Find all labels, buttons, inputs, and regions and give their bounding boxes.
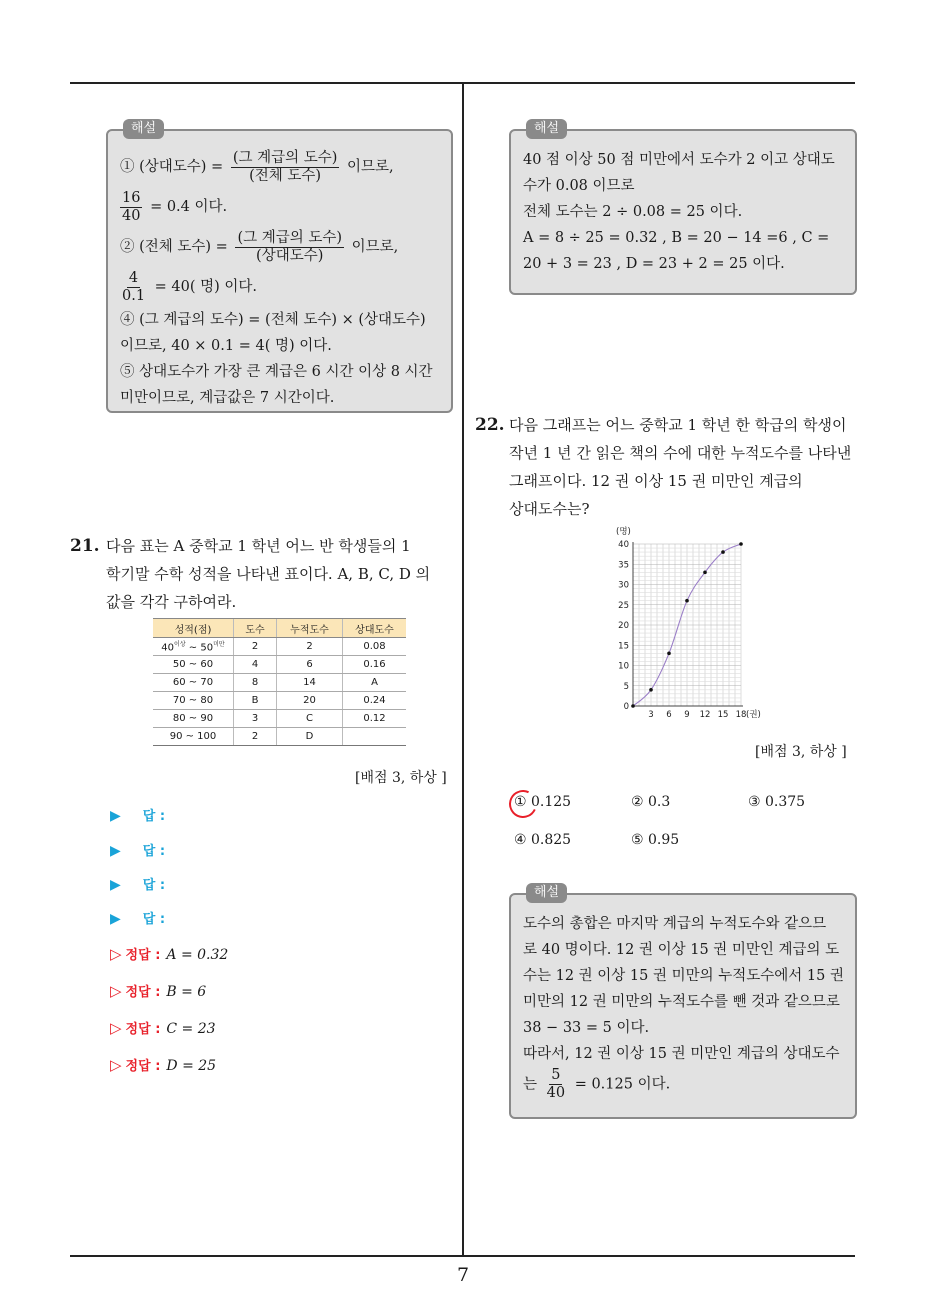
y-tick-label: 35 xyxy=(618,560,629,571)
table-row xyxy=(153,728,406,746)
explanation-tag: 해설 xyxy=(526,119,567,139)
table-header: 도수 xyxy=(234,619,277,638)
explanation-line: $\frac{4}{0.1}$ = 40( 명) 이다. xyxy=(122,269,258,304)
table-cell: D xyxy=(277,728,343,746)
answer-blank[interactable]: ▶ 답 : xyxy=(110,911,166,927)
table-cell: B xyxy=(234,692,277,710)
page-number: 7 xyxy=(456,1264,470,1286)
x-axis-label: (권) xyxy=(746,710,761,720)
answer-blank[interactable]: ▶ 답 : xyxy=(110,843,166,859)
choice-4[interactable]: ④ 0.825 xyxy=(514,832,572,848)
question-number: 21. xyxy=(70,536,100,556)
choice-5[interactable]: ⑤ 0.95 xyxy=(631,832,680,848)
fraction: $\frac{\text{(그 계급의 도수)}}{\text{(전체 도수)}}$ xyxy=(232,149,338,184)
table-cell: 6 xyxy=(277,656,343,674)
explanation-line: 전체 도수는 2 ÷ 0.08 = 25 이다. xyxy=(523,204,743,220)
x-tick-label: 12 xyxy=(699,710,711,720)
explanation-line: 따라서, 12 권 이상 15 권 미만인 계급의 상대도수 xyxy=(523,1046,840,1062)
table-cell xyxy=(343,728,407,746)
explanation-line: 이므로, 40 × 0.1 = 4( 명) 이다. xyxy=(120,338,332,354)
table-header: 상대도수 xyxy=(343,619,407,638)
data-point xyxy=(739,542,743,546)
data-point xyxy=(703,571,707,575)
explanation-line: 수가 0.08 이므로 xyxy=(523,178,635,194)
table-cell: 20 xyxy=(277,692,343,710)
explanation-line: 도수의 총합은 마지막 계급의 누적도수와 같으므 xyxy=(523,916,827,932)
score-note: [배점 3, 하상 ] xyxy=(355,770,447,786)
explanation-line: 는 $\frac{5}{40}$ = 0.125 이다. xyxy=(523,1067,671,1101)
table-cell: $40^{이상}$ ~ $50^{미만}$ xyxy=(153,638,234,656)
table-header: 성적(점) xyxy=(153,619,234,638)
cumulative-frequency-chart xyxy=(600,520,770,725)
table-cell: 4 xyxy=(234,656,277,674)
play-icon: ▶ xyxy=(110,911,121,927)
explanation-tag: 해설 xyxy=(526,883,567,903)
y-tick-label: 30 xyxy=(618,580,629,591)
x-tick-label: 15 xyxy=(717,710,729,720)
score-note: [배점 3, 하상 ] xyxy=(755,744,847,760)
left-explanation-box xyxy=(106,121,453,413)
y-tick-label: 25 xyxy=(618,600,629,611)
origin-label: 0 xyxy=(623,702,629,712)
chart-grid xyxy=(633,544,741,706)
y-axis-label: (명) xyxy=(616,527,631,537)
table-row xyxy=(153,710,406,728)
explanation-line: ④ (그 계급의 도수) = (전체 도수) × (상대도수) xyxy=(120,312,426,328)
fraction: $\frac{\text{(그 계급의 도수)}}{\text{(상대도수)}}$ xyxy=(237,229,343,264)
explanation-line: 미만이므로, 계급값은 7 시간이다. xyxy=(120,390,335,406)
choice-2[interactable]: ② 0.3 xyxy=(631,794,671,810)
table-row xyxy=(153,674,406,692)
table-cell: 14 xyxy=(277,674,343,692)
table-cell: 2 xyxy=(234,728,277,746)
explanation-line: 20 + 3 = 23 , D = 23 + 2 = 25 이다. xyxy=(523,256,785,272)
data-point xyxy=(649,688,653,692)
explanation-line: 수는 12 권 이상 15 권 미만의 누적도수에서 15 권 xyxy=(523,968,844,984)
table-row xyxy=(153,656,406,674)
explanation-line: 40 점 이상 50 점 미만에서 도수가 2 이고 상대도 xyxy=(523,152,835,168)
y-tick-label: 15 xyxy=(618,641,629,652)
table-header: 누적도수 xyxy=(277,619,343,638)
table-cell: 0.08 xyxy=(343,638,407,656)
table-cell: 0.24 xyxy=(343,692,407,710)
explanation-line: 로 40 명이다. 12 권 이상 15 권 미만인 계급의 도 xyxy=(523,942,840,958)
table-cell: 0.12 xyxy=(343,710,407,728)
x-tick-label: 3 xyxy=(648,710,654,720)
table-cell: 80 ~ 90 xyxy=(153,710,234,728)
correct-answer: ▷ 정답 : B = 6 xyxy=(110,982,207,1000)
fraction: $\frac{5}{40}$ xyxy=(546,1067,566,1101)
x-tick-label: 6 xyxy=(666,710,672,720)
y-tick-label: 10 xyxy=(618,661,629,672)
table-cell: C xyxy=(277,710,343,728)
explanation-line: $\frac{16}{40}$ = 0.4 이다. xyxy=(122,189,228,224)
explanation-line: A = 8 ÷ 25 = 0.32 , B = 20 − 14 =6 , C = xyxy=(523,230,830,246)
play-icon: ▶ xyxy=(110,843,121,859)
data-point xyxy=(685,599,689,603)
triangle-outline-icon: ▷ xyxy=(110,1019,122,1037)
question-text: 다음 그래프는 어느 중학교 1 학년 한 학급의 학생이 작년 1 년 간 읽은 책의 수에 대한 누적도수를 나타낸 그래프이다. 12 권 이상 15 권 미만인 계급의 상대도수는? xyxy=(509,416,852,518)
data-point xyxy=(667,652,671,656)
play-icon: ▶ xyxy=(110,808,121,824)
fraction: $\frac{16}{40}$ xyxy=(122,189,141,224)
triangle-outline-icon: ▷ xyxy=(110,982,122,1000)
table-cell: 50 ~ 60 xyxy=(153,656,234,674)
table-cell: 0.16 xyxy=(343,656,407,674)
correct-answer: ▷ 정답 : D = 25 xyxy=(110,1056,217,1074)
table-cell: 90 ~ 100 xyxy=(153,728,234,746)
right-explanation-box-2 xyxy=(509,885,857,1119)
table-cell: 3 xyxy=(234,710,277,728)
table-row xyxy=(153,638,406,656)
data-point xyxy=(631,704,635,708)
fraction: $\frac{4}{0.1}$ xyxy=(122,269,146,304)
score-table xyxy=(153,618,406,746)
y-tick-label: 5 xyxy=(623,681,629,692)
right-explanation-box-1 xyxy=(509,121,857,295)
table-cell: 2 xyxy=(234,638,277,656)
question-text: 다음 표는 A 중학교 1 학년 어느 반 학생들의 1 학기말 수학 성적을 나타낸 표이다. A, B, C, D 의 값을 각각 구하여라. xyxy=(106,537,431,611)
explanation-line: 미만의 12 권 미만의 누적도수를 뺀 것과 같으므로 xyxy=(523,994,840,1010)
x-tick-label: 18 xyxy=(735,710,747,720)
explanation-line: ⑤ 상대도수가 가장 큰 계급은 6 시간 이상 8 시간 xyxy=(120,364,433,380)
explanation-line: ① (상대도수) = $\frac{\text{(그 계급의 도수)}}{\text{(전체 도수)}}$ 이므로, xyxy=(120,149,394,184)
choice-3[interactable]: ③ 0.375 xyxy=(748,794,806,810)
y-tick-label: 40 xyxy=(618,540,629,550)
question-number: 22. xyxy=(475,415,505,435)
explanation-tag: 해설 xyxy=(123,119,164,139)
table-row xyxy=(153,692,406,710)
answer-blank[interactable]: ▶ 답 : xyxy=(110,877,166,893)
table-cell: 60 ~ 70 xyxy=(153,674,234,692)
triangle-outline-icon: ▷ xyxy=(110,1056,122,1074)
bottom-rule xyxy=(70,1255,855,1257)
play-icon: ▶ xyxy=(110,877,121,893)
answer-blank[interactable]: ▶ 답 : xyxy=(110,808,166,824)
data-point xyxy=(721,550,725,554)
explanation-line: ② (전체 도수) = $\frac{\text{(그 계급의 도수)}}{\text{(상대도수)}}$ 이므로, xyxy=(120,229,399,264)
chart-ticks xyxy=(616,526,761,720)
table-cell: 8 xyxy=(234,674,277,692)
table-cell: 2 xyxy=(277,638,343,656)
explanation-line: 38 − 33 = 5 이다. xyxy=(523,1020,650,1036)
triangle-outline-icon: ▷ xyxy=(110,945,122,963)
correct-answer: ▷ 정답 : A = 0.32 xyxy=(110,945,229,963)
x-tick-label: 9 xyxy=(684,710,690,720)
correct-answer: ▷ 정답 : C = 23 xyxy=(110,1019,216,1037)
column-divider xyxy=(462,82,464,1256)
table-cell: 70 ~ 80 xyxy=(153,692,234,710)
choice-1[interactable]: ① 0.125 xyxy=(514,794,572,810)
table-cell: A xyxy=(343,674,407,692)
y-tick-label: 20 xyxy=(618,621,629,631)
